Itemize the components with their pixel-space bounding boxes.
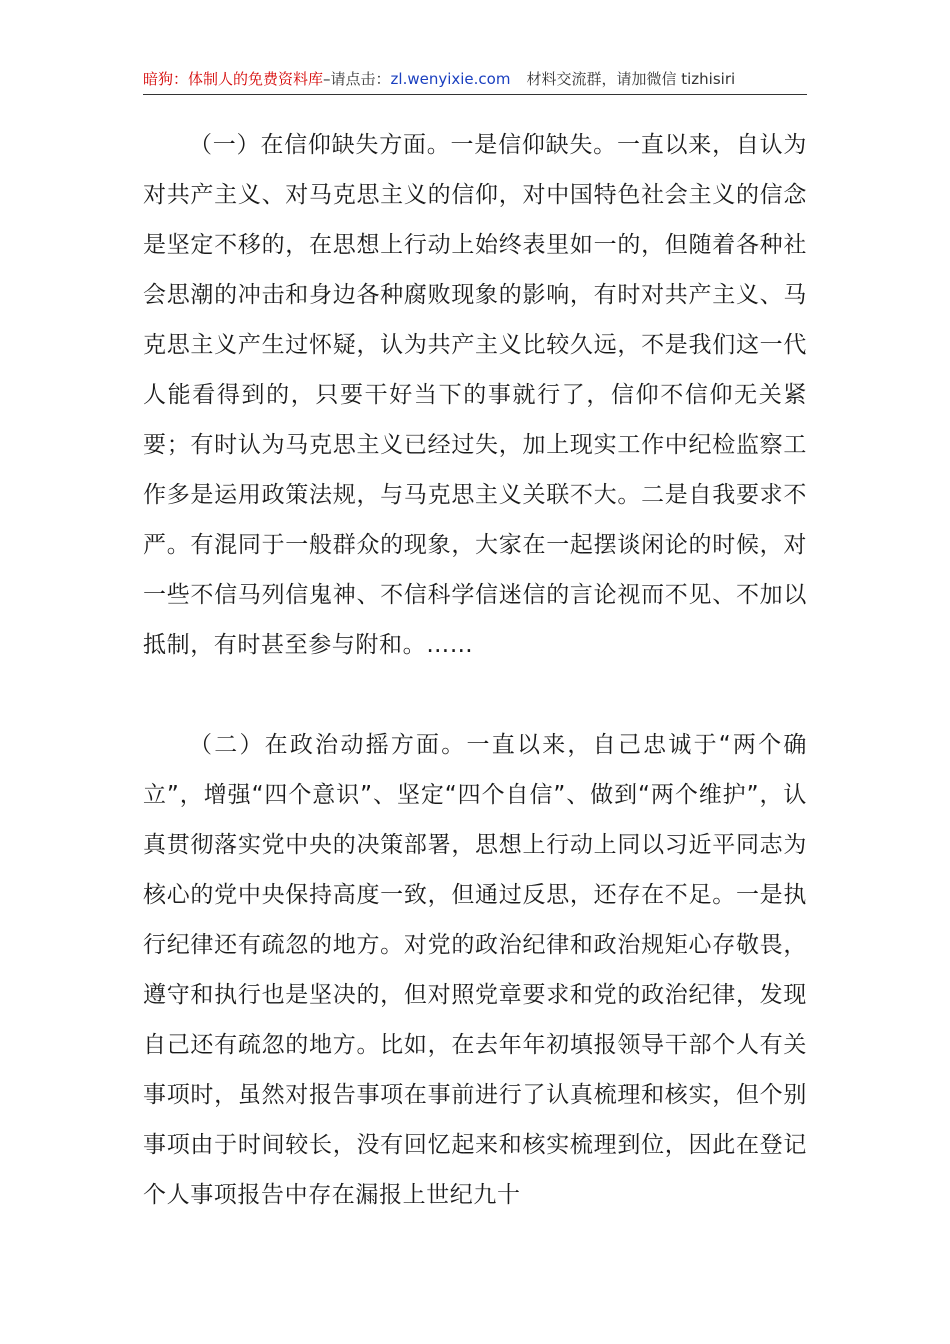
document-body [143,120,807,1220]
header-group-note: 材料交流群，请加微信 tizhisiri [526,70,736,88]
page-header [143,64,807,95]
header-link[interactable]: zl.wenyixie.com [390,70,511,88]
paragraph-faith: （一）在信仰缺失方面。一是信仰缺失。一直以来，自认为对共产主义、对马克思主义的信仰，对中国特色社会主义的信念是坚定不移的，在思想上行动上始终表里如一的，但随着各种社会思潮的冲击和身边各种腐败现象的影响，有时对共产主义、马克思主义产生过怀疑，认为共产主义比较久远，不是我们这一代人能看得到的，只要干好当下的事就行了，信仰不信仰无关紧要；有时认为马克思主义已经过失，加上现实工作中纪检监察工作多是运用政策法规，与马克思主义关联不大。二是自我要求不严。有混同于一般群众的现象，大家在一起摆谈闲论的时候，对一些不信马列信鬼神、不信科学信迷信的言论视而不见、不加以抵制，有时甚至参与附和。…… [143,132,807,658]
paragraph-politics: （二）在政治动摇方面。一直以来，自己忠诚于“两个确立”，增强“四个意识”、坚定“四个自信”、做到“两个维护”，认真贯彻落实党中央的决策部署，思想上行动上同以习近平同志为核心的党中央保持高度一致，但通过反思，还存在不足。一是执行纪律还有疏忽的地方。对党的政治纪律和政治规矩心存敬畏，遵守和执行也是坚决的，但对照党章要求和党的政治纪律，发现自己还有疏忽的地方。比如，在去年年初填报领导干部个人有关事项时，虽然对报告事项在事前进行了认真梳理和核实，但个别事项由于时间较长，没有回忆起来和核实梳理到位，因此在登记个人事项报告中存在漏报上世纪九十 [143,732,807,1208]
header-prompt: –请点击： [323,70,391,88]
header-brand: 暗狗：体制人的免费资料库 [143,70,324,88]
